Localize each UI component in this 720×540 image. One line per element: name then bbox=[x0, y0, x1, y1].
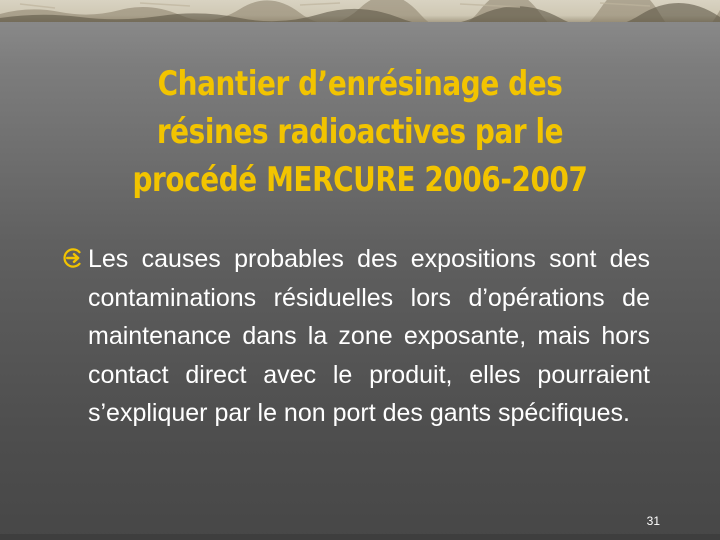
bullet-list bbox=[62, 240, 650, 433]
slide-title: Chantier d’enrésinage des résines radioactives par le procédé MERCURE 2006-2007 bbox=[132, 64, 588, 200]
circled-arrow-icon bbox=[62, 247, 84, 269]
decorative-top-band bbox=[0, 0, 720, 22]
page-number: 31 bbox=[646, 514, 660, 528]
textured-band-graphic bbox=[0, 0, 720, 22]
bullet-text: Les causes probables des expositions sont des contaminations résiduelles lors d’opérations de maintenance dans la zone exposante, mais hors contact direct avec le produit, elles pourraient s’expliquer par le non port des gants spécifiques. bbox=[88, 245, 650, 427]
decorative-bottom-strip bbox=[0, 534, 720, 540]
bullet-item bbox=[62, 240, 650, 433]
